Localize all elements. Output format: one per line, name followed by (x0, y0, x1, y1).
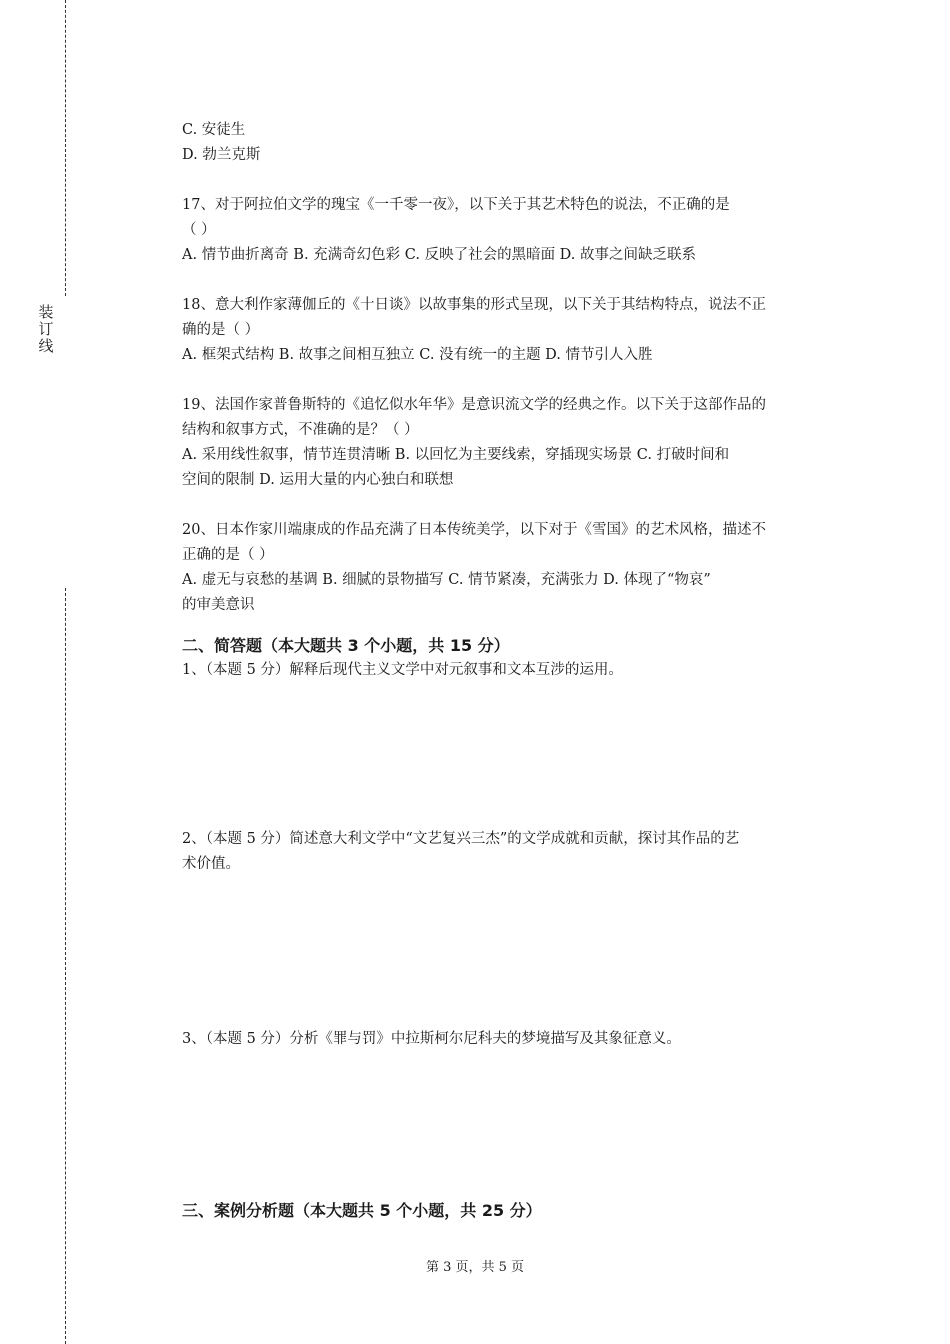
question-text: 确的是（ ） (182, 322, 260, 338)
question-17 (182, 193, 842, 268)
answer-space (182, 683, 842, 827)
binding-dashed-line-top (65, 0, 66, 296)
question-text: 正确的是（ ） (182, 547, 274, 563)
question-18 (182, 293, 842, 368)
option-line: A. 虚无与哀愁的基调 B. 细腻的景物描写 C. 情节紧凑，充满张力 D. 体现了“物哀” (182, 572, 711, 588)
option-line: D. 勃兰克斯 (182, 147, 261, 163)
question-text: 17、对于阿拉伯文学的瑰宝《一千零一夜》，以下关于其艺术特色的说法，不正确的是 (182, 197, 730, 213)
section-2-title: 二、简答题（本大题共 3 个小题，共 15 分） (182, 636, 510, 655)
page-footer: 第 3 页，共 5 页 (425, 1260, 525, 1275)
question-text: 20、日本作家川端康成的作品充满了日本传统美学，以下对于《雪国》的艺术风格，描述不 (182, 522, 766, 538)
short-answer-3: 3、（本题 5 分）分析《罪与罚》中拉斯柯尔尼科夫的梦境描写及其象征意义。 (182, 1031, 681, 1047)
question-text: （ ） (182, 222, 216, 238)
option-line: A. 情节曲折离奇 B. 充满奇幻色彩 C. 反映了社会的黑暗面 D. 故事之间缺乏联系 (182, 247, 697, 263)
question-19 (182, 393, 842, 493)
exam-content (182, 118, 842, 1223)
option-line: A. 框架式结构 B. 故事之间相互独立 C. 没有统一的主题 D. 情节引人入胜 (182, 347, 653, 363)
section-3-title: 三、案例分析题（本大题共 5 个小题，共 25 分） (182, 1201, 542, 1220)
question-20 (182, 518, 842, 618)
option-line: A. 采用线性叙事，情节连贯清晰 B. 以回忆为主要线索，穿插现实场景 C. 打破时间和 (182, 447, 730, 463)
short-answer-1: 1、（本题 5 分）解释后现代主义文学中对元叙事和文本互涉的运用。 (182, 662, 623, 678)
option-line: 的审美意识 (182, 597, 255, 613)
binding-label (36, 304, 56, 355)
answer-space (182, 877, 842, 1027)
short-answer-2: 2、（本题 5 分）简述意大利文学中“文艺复兴三杰”的文学成就和贡献，探讨其作品的艺 (182, 831, 740, 847)
binding-dashed-line-bottom (65, 588, 66, 1344)
binding-char: 装 (38, 303, 54, 321)
question-text: 18、意大利作家薄伽丘的《十日谈》以故事集的形式呈现，以下关于其结构特点，说法不正 (182, 297, 766, 313)
question-text: 19、法国作家普鲁斯特的《追忆似水年华》是意识流文学的经典之作。以下关于这部作品的 (182, 397, 766, 413)
option-line: C. 安徒生 (182, 122, 246, 138)
binding-char: 订 (38, 320, 54, 338)
binding-char: 线 (38, 337, 54, 355)
question-text: 结构和叙事方式，不准确的是？（ ） (182, 422, 419, 438)
answer-space (182, 1052, 842, 1198)
option-line: 空间的限制 D. 运用大量的内心独白和联想 (182, 472, 454, 488)
short-answer-2: 术价值。 (182, 856, 240, 872)
